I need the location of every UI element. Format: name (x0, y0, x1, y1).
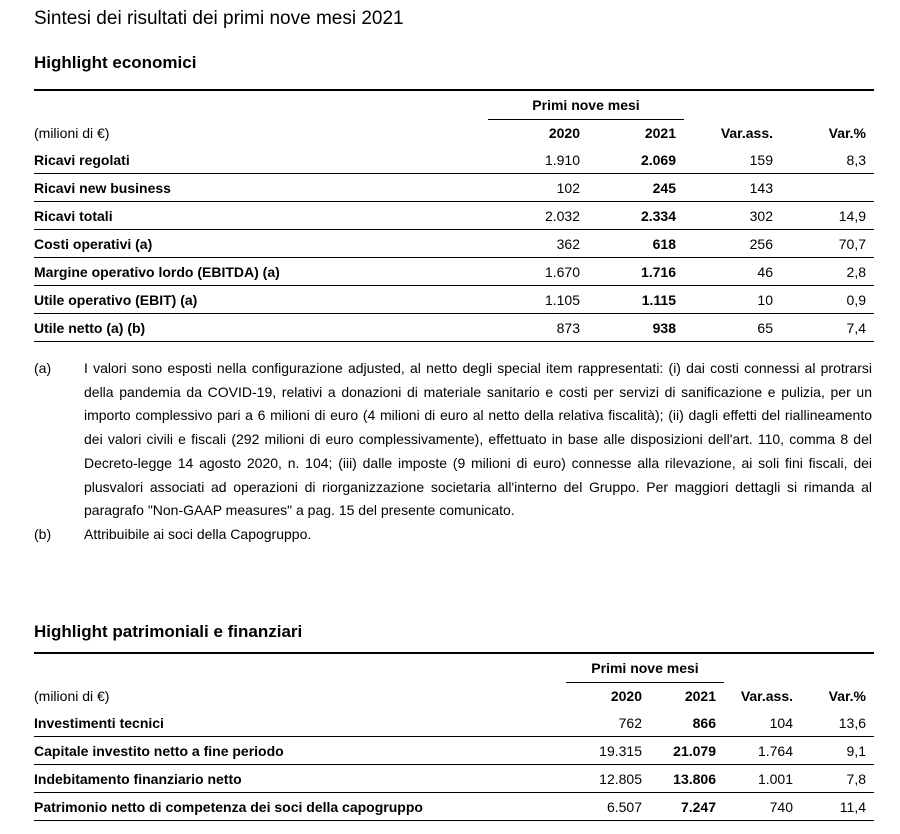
cell-var-pct: 9,1 (801, 737, 874, 765)
row-label: Indebitamento finanziario netto (34, 765, 566, 793)
economic-table (34, 91, 874, 342)
economic-col-2021: 2021 (644, 125, 676, 141)
cell-var-abs: 256 (684, 230, 781, 258)
footnote-a (34, 357, 872, 523)
financial-header-row (34, 683, 874, 710)
cell-v2020: 362 (488, 230, 588, 258)
table-row (34, 314, 874, 342)
economic-col-var-abs: Var.ass. (720, 124, 773, 141)
row-label: Investimenti tecnici (34, 709, 566, 737)
cell-var-abs: 46 (684, 258, 781, 286)
footnote-tag: (a) (34, 360, 52, 376)
financial-heading: Highlight patrimoniali e finanziari (34, 622, 303, 641)
financial-group-label: Primi nove mesi (566, 654, 724, 683)
cell-var-abs: 143 (684, 174, 781, 202)
financial-group-row (34, 654, 874, 683)
cell-v2020: 1.910 (488, 146, 588, 174)
cell-v2021: 866 (650, 709, 724, 737)
row-label: Costi operativi (a) (34, 230, 488, 258)
financial-col-2021: 2021 (684, 688, 716, 704)
table-row (34, 230, 874, 258)
cell-var-abs: 10 (684, 286, 781, 314)
cell-var-pct: 8,3 (781, 146, 874, 174)
table-row (34, 793, 874, 821)
cell-var-pct: 11,4 (801, 793, 874, 821)
cell-var-abs: 1.764 (724, 737, 801, 765)
cell-var-pct (781, 174, 874, 202)
cell-v2020: 873 (488, 314, 588, 342)
footnotes (34, 357, 872, 547)
economic-col-var-pct: Var.% (828, 124, 866, 141)
financial-col-2020: 2020 (610, 688, 642, 704)
cell-var-abs: 159 (684, 146, 781, 174)
cell-v2021: 7.247 (650, 793, 724, 821)
row-label: Ricavi new business (34, 174, 488, 202)
cell-var-abs: 65 (684, 314, 781, 342)
cell-v2021: 2.069 (588, 146, 684, 174)
cell-v2021: 1.716 (588, 258, 684, 286)
cell-v2020: 6.507 (566, 793, 650, 821)
cell-v2021: 1.115 (588, 286, 684, 314)
economic-group-label: Primi nove mesi (488, 91, 684, 120)
economic-heading: Highlight economici (34, 53, 197, 72)
economic-col-2020: 2020 (548, 125, 580, 141)
financial-unit-label: (milioni di €) (34, 687, 110, 704)
cell-var-pct: 7,4 (781, 314, 874, 342)
table-row (34, 709, 874, 737)
cell-var-abs: 302 (684, 202, 781, 230)
financial-col-var-abs: Var.ass. (740, 687, 793, 704)
cell-v2020: 19.315 (566, 737, 650, 765)
cell-v2020: 762 (566, 709, 650, 737)
cell-var-pct: 2,8 (781, 258, 874, 286)
cell-v2021: 938 (588, 314, 684, 342)
footnote-text: Attribuibile ai soci della Capogruppo. (84, 525, 312, 542)
page-title: Sintesi dei risultati dei primi nove mesi 2021 (34, 8, 404, 29)
economic-group-row (34, 91, 874, 120)
cell-v2021: 13.806 (650, 765, 724, 793)
cell-var-pct: 70,7 (781, 230, 874, 258)
cell-v2021: 2.334 (588, 202, 684, 230)
table-row (34, 146, 874, 174)
footnote-text: I valori sono esposti nella configurazione adjusted, al netto degli special item rappresentati: (i) dai costi connessi al protrarsi della pandemia da COVID-19, relativi a donazioni di materiale sanitario e costi per servizi di sanificazione e pulizia, per un importo complessivo pari a 6 milioni di euro (4 milioni di euro al netto della relativa fiscalità); (ii) dagli effetti del riallineamento dei valori civili e fiscali (292 milioni di euro complessivamente), effettuato in base alle disposizioni dell'art. 110, comma 8 del Decreto-legge 14 agosto 2020, n. 104; (iii) dalle imposte (9 milioni di euro) connesse alla rilevazione, ai soli fini fiscali, dei plusvalori associati ad operazioni di riorganizzazione societaria all'interno del Gruppo. Per maggiori dettagli si rimanda al paragrafo "Non-GAAP measures" a pag. 15 del presente comunicato. (84, 360, 872, 519)
row-label: Utile netto (a) (b) (34, 314, 488, 342)
cell-var-pct: 7,8 (801, 765, 874, 793)
financial-col-var-pct: Var.% (828, 687, 866, 704)
table-row (34, 202, 874, 230)
cell-v2021: 618 (588, 230, 684, 258)
cell-var-pct: 0,9 (781, 286, 874, 314)
cell-var-pct: 13,6 (801, 709, 874, 737)
cell-var-abs: 1.001 (724, 765, 801, 793)
row-label: Utile operativo (EBIT) (a) (34, 286, 488, 314)
row-label: Patrimonio netto di competenza dei soci della capogruppo (34, 793, 566, 821)
table-row (34, 286, 874, 314)
row-label: Capitale investito netto a fine periodo (34, 737, 566, 765)
table-row (34, 765, 874, 793)
row-label: Ricavi totali (34, 202, 488, 230)
table-row (34, 258, 874, 286)
financial-table-body (34, 709, 874, 821)
cell-v2020: 1.670 (488, 258, 588, 286)
cell-v2020: 1.105 (488, 286, 588, 314)
row-label: Margine operativo lordo (EBITDA) (a) (34, 258, 488, 286)
cell-v2021: 21.079 (650, 737, 724, 765)
financial-table (34, 654, 874, 821)
cell-var-pct: 14,9 (781, 202, 874, 230)
economic-header-row (34, 120, 874, 147)
economic-table-body (34, 146, 874, 342)
cell-v2020: 12.805 (566, 765, 650, 793)
table-row (34, 737, 874, 765)
row-label: Ricavi regolati (34, 146, 488, 174)
cell-var-abs: 104 (724, 709, 801, 737)
cell-v2020: 2.032 (488, 202, 588, 230)
cell-v2020: 102 (488, 174, 588, 202)
footnote-b (34, 523, 872, 547)
cell-v2021: 245 (588, 174, 684, 202)
cell-var-abs: 740 (724, 793, 801, 821)
table-row (34, 174, 874, 202)
footnote-tag: (b) (34, 525, 52, 542)
economic-unit-label: (milioni di €) (34, 124, 110, 141)
